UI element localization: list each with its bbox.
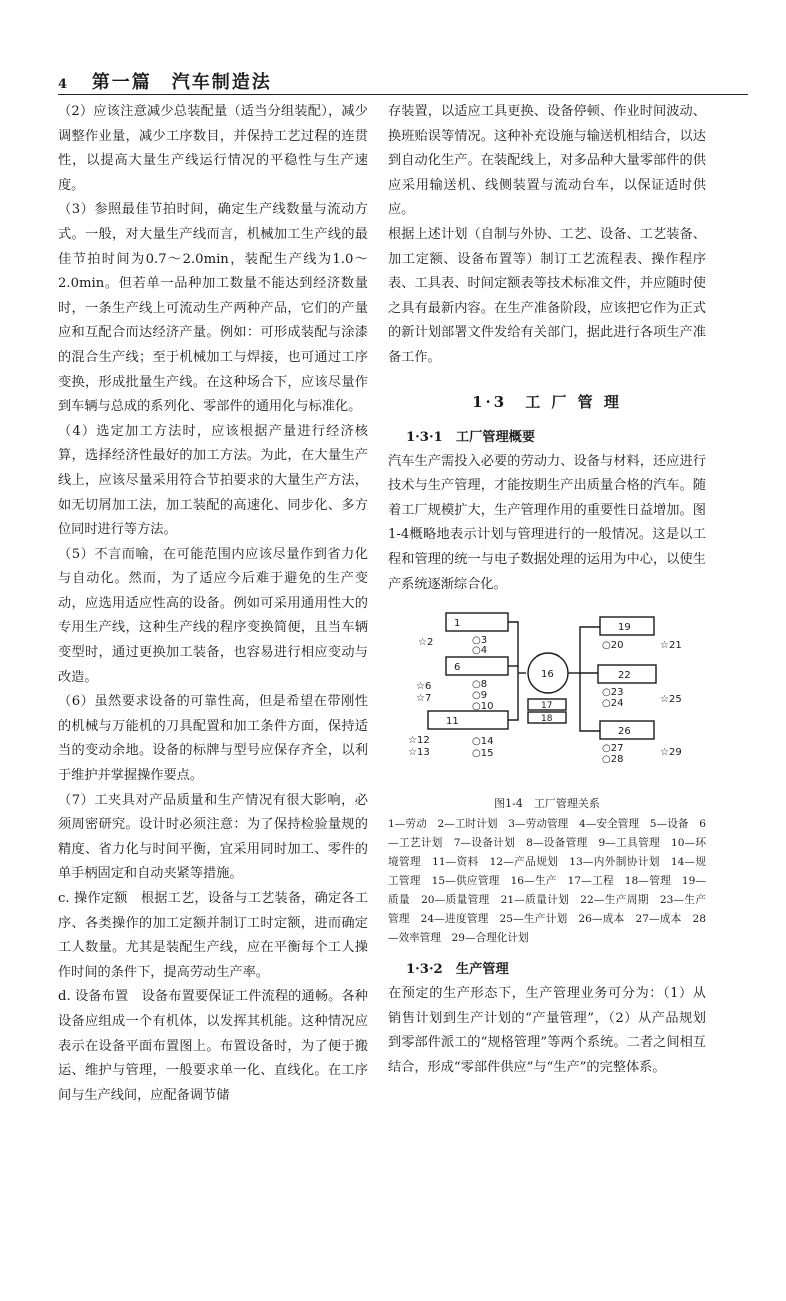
node-label: ☆29 [660,747,682,759]
right-column [388,100,706,1080]
box-11 [428,711,508,729]
figure-caption: 图1-4 工厂管理关系 [494,797,600,811]
node-label: ○15 [472,748,494,760]
node-label: ☆13 [408,747,430,759]
paragraph: （7）工夹具对产品质量和生产情况有很大影响，必须周密研究。设计时必须注意：为了保持检验量规的精度、省力化与时间平衡，宜采用同时加工、零件的单手柄固定和自动夹紧等措施。 [58,792,368,882]
paragraph: 存装置，以适应工具更换、设备停顿、作业时间波动、换班贻误等情况。这种补充设施与输送机相结合，以达到自动化生产。在装配线上，对多品种大量零部件的供应采用输送机、线侧装置与流动台车，以保证适时供应。 [388,104,706,218]
node-label: ○23 [602,687,624,699]
chapter-title: 第一篇 汽车制造法 [91,72,272,93]
node-label: ○20 [602,640,624,652]
paragraph: （3）参照最佳节拍时间，确定生产线数量与流动方式。一般，对大量生产线而言，机械加工生产线的最佳节拍时间为0.7～2.0min，装配生产线为1.0～2.0min。但若单一品种加工数量不能达到经济数量时，一条生产线上可流动生产两种产品，它们的产量应和互配合而达经济产量。例如：可形成装配与涂漆的混合生产线；至于机械加工与焊接，也可通过工序变换，形成批量生产线。在这种场合下，应该尽量作到车辆与总成的系列化、零部件的通用化与标准化。 [58,202,368,415]
node-label: ○10 [472,701,494,713]
node-label: ☆7 [416,693,432,705]
box-label: 18 [541,714,553,725]
left-column [58,100,368,1108]
paragraph: （4）选定加工方法时，应该根据产量进行经济核算，选择经济性最好的加工方法。为此，在大量生产线上，应该尽量采用符合节拍要求的大量生产方法，如无切屑加工法，加工装配的高速化、同步化、多方位同时进行等方法。 [58,423,368,538]
paragraph: 在预定的生产形态下，生产管理业务可分为：（1）从销售计划到生产计划的“产量管理”，（2）从产品规划到零部件派工的“规格管理”等两个系统。二者之间相互结合，形成“零部件供应”与“生产”的完整体系。 [388,986,706,1075]
node-label: ○27 [602,743,624,755]
node-label: ○3 [472,635,488,647]
figure-legend: 1—劳动 2—工时计划 3—劳动管理 4—安全管理 5—设备 6—工艺计划 7—设备计划 8—设备管理 9—工具管理 10—环境管理 11—资料 12—产品规划 13—内外制协计划 14—规工管理 15—供应管理 16—生产 17—工程 18—管理 19—质量 20—质量管理 21—质量计划 22—生产周期 23—生产管理 24—进度管理 25—生产计划 26—成本 27—成本 28—效率管理 29—合理化计划 [388,818,706,945]
box-label: 1 [454,618,461,630]
node-label: ○28 [602,754,624,766]
paragraph: （6）虽然要求设备的可靠性高，但是希望在带刚性的机械与万能机的刀具配置和加工条件方面，保持适当的变动余地。设备的标牌与型号应保存齐全，以利于维护并掌握操作要点。 [58,694,368,784]
box-label: 17 [541,701,553,712]
page-number: 4 [58,77,70,92]
box-label: 6 [454,662,461,674]
node-label: ☆12 [408,735,430,747]
box-label: 22 [618,670,631,682]
paragraph: （5）不言而喻，在可能范围内应该尽量作到省力化与自动化。然而，为了适应今后难于避免的生产变动，应选用适应性高的设备。例如可采用通用性大的专用生产线，这种生产线的程序变换简便，且当车辆变型时，通过更换加工装备，也容易进行相应变动与改造。 [58,546,368,685]
box-label: 11 [446,716,459,728]
box-label: 19 [618,622,631,634]
node-label: ☆2 [418,637,434,649]
management-diagram [388,605,706,795]
node-label: ○4 [472,645,488,657]
node-label: ☆25 [660,694,682,706]
box-label: 16 [541,669,554,681]
subsection-heading: 1·3·1 工厂管理概要 [406,429,536,445]
paragraph: 汽车生产需投入必要的劳动力、设备与材料，还应进行技术与生产管理，才能按期生产出质量合格的汽车。随着工厂规模扩大，生产管理作用的重要性日益增加。图1-4概略地表示计划与管理进行的一般情况。这是以工程和管理的统一与电子数据处理的运用为中心，以使生产系统逐渐综合化。 [388,453,706,592]
diagram-svg [388,605,706,795]
node-label: ○14 [472,736,494,748]
running-head [58,68,272,94]
paragraph: d. 设备布置 设备布置要保证工件流程的通畅。各种设备应组成一个有机体，以发挥其机能。这种情况应表示在设备平面布置图上。布置设备时，为了便于搬运、维护与管理，一般要求单一化、直线化。在工序间与生产线间，应配备调节储 [58,989,368,1103]
node-label: ☆21 [660,640,682,652]
header-rule [58,94,748,95]
box-label: 26 [618,726,631,738]
node-label: ○9 [472,690,488,702]
node-label: ○24 [602,698,624,710]
node-label: ○8 [472,679,488,691]
subsection-heading: 1·3·2 生产管理 [406,962,509,978]
paragraph: （2）应该注意减少总装配量（适当分组装配），减少调整作业量，减少工序数目，并保持工艺过程的连贯性，以提高大量生产线运行情况的平稳性与生产速度。 [58,104,368,193]
node-label: ☆6 [416,681,432,693]
paragraph: c. 操作定额 根据工艺，设备与工艺装备，确定各工序、各类操作的加工定额并制订工时定额，进而确定工人数量。尤其是装配生产线，应在平衡每个工人操作时间的条件下，提高劳动生产率。 [58,891,368,980]
section-heading: 1·3 工 厂 管 理 [472,392,622,411]
paragraph: 根据上述计划（自制与外协、工艺、设备、工艺装备、加工定额、设备布置等）制订工艺流程表、操作程序表、工具表、时间定额表等技术标准文件，并应随时使之具有最新内容。在生产准备阶段，应该把它作为正式的新计划部署文件发给有关部门，据此进行各项生产准备工作。 [388,226,706,365]
